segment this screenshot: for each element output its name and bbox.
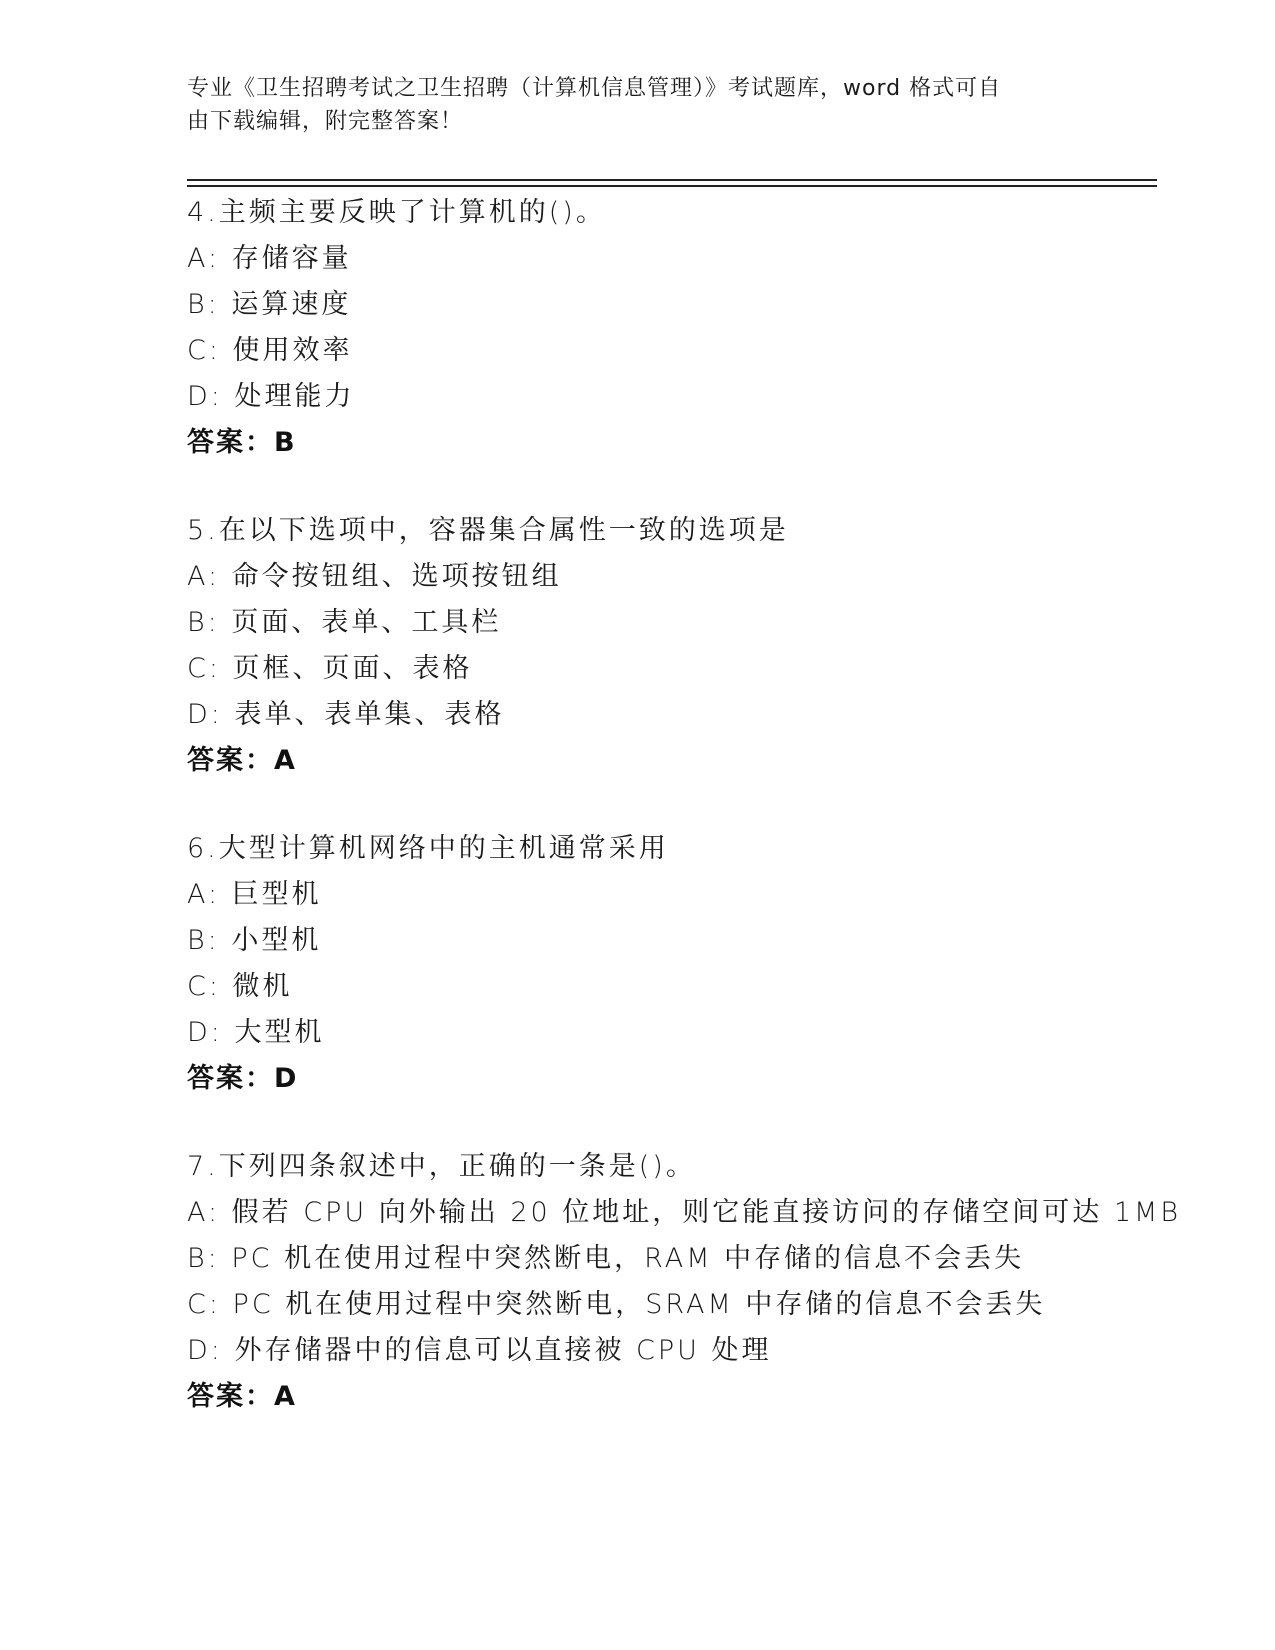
option-d: D: 表单、表单集、表格 <box>187 699 505 730</box>
option-a: A: 巨型机 <box>187 879 322 910</box>
header-line-1: 专业《卫生招聘考试之卫生招聘（计算机信息管理）》考试题库，word 格式可自 <box>187 76 1002 101</box>
header-divider-bottom <box>187 185 1157 187</box>
option-a: A: 命令按钮组、选项按钮组 <box>187 561 562 592</box>
option-b: B: 小型机 <box>187 925 322 956</box>
option-c: C: 使用效率 <box>187 335 353 366</box>
question-stem: 7.下列四条叙述中，正确的一条是()。 <box>187 1151 696 1182</box>
header-divider-top <box>187 179 1157 181</box>
question-list <box>187 190 1187 1462</box>
option-a: A: 存储容量 <box>187 243 352 274</box>
option-d: D: 外存储器中的信息可以直接被 CPU 处理 <box>187 1335 772 1366</box>
question-4 <box>187 190 1187 466</box>
question-stem: 5.在以下选项中，容器集合属性一致的选项是 <box>187 515 789 546</box>
option-b: B: 页面、表单、工具栏 <box>187 607 502 638</box>
option-c: C: 微机 <box>187 971 293 1002</box>
answer-label: 答案：B <box>187 427 297 458</box>
answer-label: 答案：D <box>187 1063 299 1094</box>
question-stem: 4.主频主要反映了计算机的()。 <box>187 197 606 228</box>
question-7 <box>187 1144 1187 1420</box>
answer-label: 答案：A <box>187 1381 297 1412</box>
header-line-2: 由下载编辑，附完整答案！ <box>187 109 464 134</box>
option-b: B: 运算速度 <box>187 289 352 320</box>
option-b: B: PC 机在使用过程中突然断电，RAM 中存储的信息不会丢失 <box>187 1243 1025 1274</box>
option-c: C: 页框、页面、表格 <box>187 653 473 684</box>
document-header <box>187 72 1067 138</box>
option-a: A: 假若 CPU 向外输出 20 位地址，则它能直接访问的存储空间可达 1MB <box>187 1197 1181 1228</box>
question-5 <box>187 508 1187 784</box>
option-d: D: 大型机 <box>187 1017 325 1048</box>
question-stem: 6.大型计算机网络中的主机通常采用 <box>187 833 669 864</box>
question-6 <box>187 826 1187 1102</box>
answer-label: 答案：A <box>187 745 297 776</box>
option-d: D: 处理能力 <box>187 381 355 412</box>
option-c: C: PC 机在使用过程中突然断电，SRAM 中存储的信息不会丢失 <box>187 1289 1046 1320</box>
